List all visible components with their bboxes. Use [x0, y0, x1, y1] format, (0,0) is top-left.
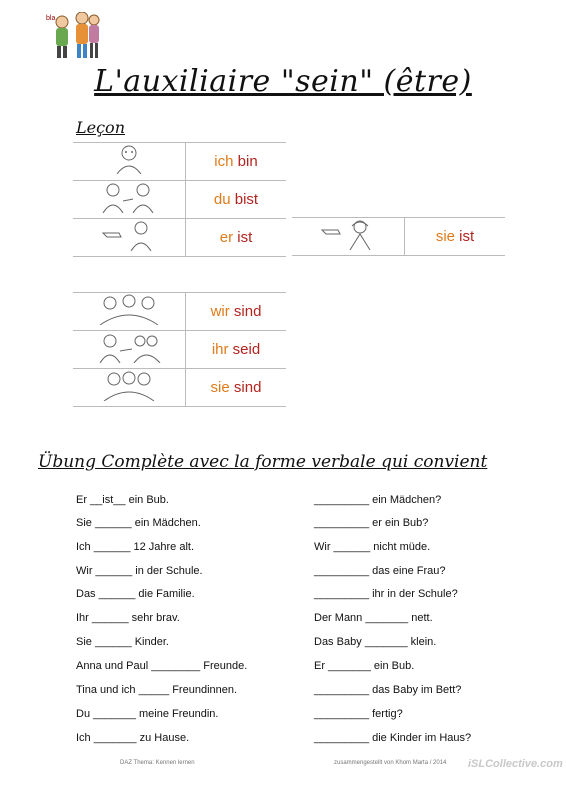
exercise-item: _________ fertig?	[314, 708, 403, 720]
svg-text:bla: bla	[46, 15, 56, 22]
exercise-item: Der Mann _______ nett.	[314, 612, 433, 624]
pronoun: sie	[435, 228, 455, 245]
table-row	[292, 218, 505, 256]
table-row	[73, 143, 286, 181]
exercise-item: Das ______ die Familie.	[76, 588, 195, 600]
page-title: L'auxiliaire "sein" (être)	[94, 64, 472, 99]
verb-form: bin	[237, 153, 258, 170]
exercise-item: Anna und Paul ________ Freunde.	[76, 660, 248, 672]
verb-form: sind	[233, 379, 262, 396]
pointing-group-icon	[73, 331, 186, 369]
exercise-heading: Übung Complète avec la forme verbale qui convient	[38, 452, 488, 472]
conjugation-table-singular	[73, 142, 286, 257]
exercise-item: Du _______ meine Freundin.	[76, 708, 219, 720]
exercise-item: Ich ______ 12 Jahre alt.	[76, 541, 195, 553]
pronoun: sie	[210, 379, 230, 396]
exercise-item: Tina und ich _____ Freundinnen.	[76, 684, 238, 696]
table-row	[73, 219, 286, 257]
exercise-item: Er __ist__ ein Bub.	[76, 494, 169, 506]
footer-left: DAZ Thema: Kennen lernen	[120, 760, 195, 766]
table-row	[73, 181, 286, 219]
exercise-item: Er _______ ein Bub.	[314, 660, 415, 672]
verb-form: sind	[233, 303, 262, 320]
pronoun: du	[213, 191, 231, 208]
exercise-item: Sie ______ Kinder.	[76, 636, 169, 648]
verb-form: bist	[234, 191, 259, 208]
exercise-item: Wir ______ in der Schule.	[76, 565, 203, 577]
lesson-heading: Leçon	[76, 118, 125, 137]
verb-form: seid	[232, 341, 261, 358]
verb-form: ist	[237, 229, 253, 246]
person-icon	[73, 143, 186, 181]
footer-right: zusammengestellt von Khom Marta / 2014	[334, 760, 447, 766]
two-people-icon	[73, 181, 186, 219]
watermark: iSLCollective.com	[468, 758, 563, 770]
exercise-item: Das Baby _______ klein.	[314, 636, 437, 648]
pronoun: ihr	[211, 341, 229, 358]
pointing-hand-girl-icon	[292, 218, 405, 256]
pronoun: er	[219, 229, 234, 246]
kids-clipart	[44, 12, 104, 62]
exercise-item: _________ ihr in der Schule?	[314, 588, 458, 600]
exercise-item: Wir ______ nicht müde.	[314, 541, 431, 553]
table-row	[73, 331, 286, 369]
exercise-item: Ich _______ zu Hause.	[76, 732, 190, 744]
exercise-item: _________ das Baby im Bett?	[314, 684, 462, 696]
three-people-icon	[73, 369, 186, 407]
exercise-item: Ihr ______ sehr brav.	[76, 612, 180, 624]
table-row	[73, 369, 286, 407]
exercise-item: Sie ______ ein Mädchen.	[76, 517, 201, 529]
exercise-item: _________ die Kinder im Haus?	[314, 732, 472, 744]
group-icon	[73, 293, 186, 331]
pointing-hand-person-icon	[73, 219, 186, 257]
verb-form: ist	[459, 228, 475, 245]
pronoun: ich	[214, 153, 234, 170]
conjugation-table-plural	[73, 292, 286, 407]
pronoun: wir	[210, 303, 230, 320]
exercise-item: _________ ein Mädchen?	[314, 494, 442, 506]
exercise-item: _________ das eine Frau?	[314, 565, 446, 577]
exercise-item: _________ er ein Bub?	[314, 517, 429, 529]
table-row	[73, 293, 286, 331]
conjugation-table-sie	[292, 217, 505, 256]
